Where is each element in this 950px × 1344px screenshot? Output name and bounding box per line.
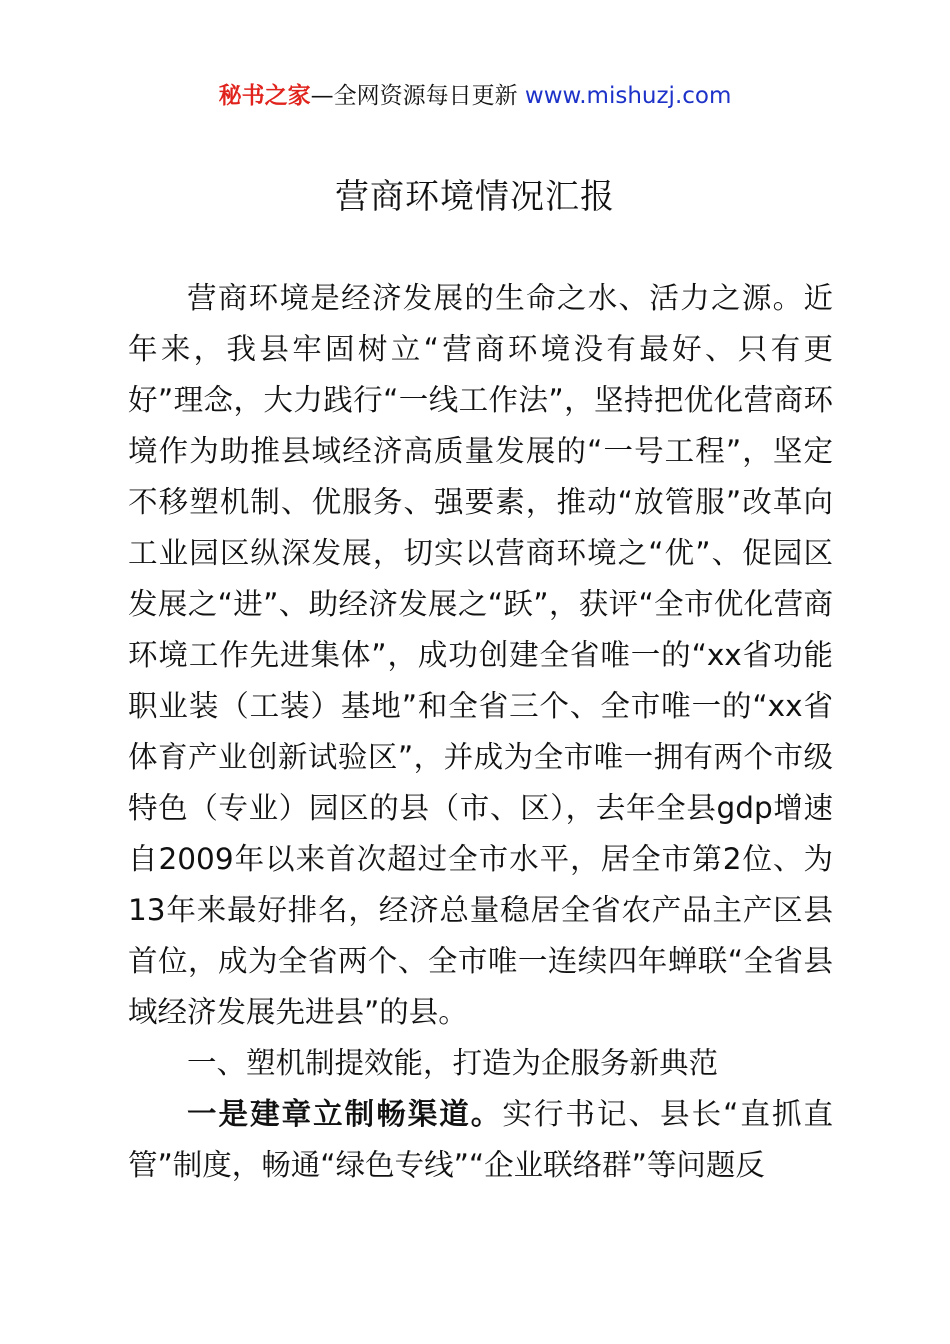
site-tagline: —全网资源每日更新 [310,83,518,109]
point-paragraph [128,1089,833,1191]
site-url-link[interactable]: www.mishuzj.com [524,83,732,109]
document-title: 营商环境情况汇报 [335,177,615,217]
document-body [128,273,833,1191]
site-brand: 秘书之家 [218,83,311,109]
point-lead: 一是建章立制畅渠道。 [187,1097,503,1131]
site-header [0,78,950,114]
intro-paragraph: 营商环境是经济发展的生命之水、活力之源。近年来，我县牢固树立“营商环境没有最好、只有更好”理念，大力践行“一线工作法”，坚持把优化营商环境作为助推县域经济高质量发展的“一号工程”，坚定不移塑机制、优服务、强要素，推动“放管服”改革向工业园区纵深发展，切实以营商环境之“优”、促园区发展之“进”、助经济发展之“跃”，获评“全市优化营商环境工作先进集体”，成功创建全省唯一的“xx省功能职业装（工装）基地”和全省三个、全市唯一的“xx省体育产业创新试验区”，并成为全市唯一拥有两个市级特色（专业）园区的县（市、区），去年全县gdp增速自2009年以来首次超过全市水平，居全市第2位、为13年来最好排名，经济总量稳居全省农产品主产区县首位，成为全省两个、全市唯一连续四年蝉联“全省县域经济发展先进县”的县。 [128,281,833,1029]
section-heading: 一、塑机制提效能，打造为企服务新典范 [187,1046,719,1080]
point-text: 实行书记、县长“直抓直管”制度，畅通“绿色专线”“企业联络群”等问题反 [128,1097,833,1182]
